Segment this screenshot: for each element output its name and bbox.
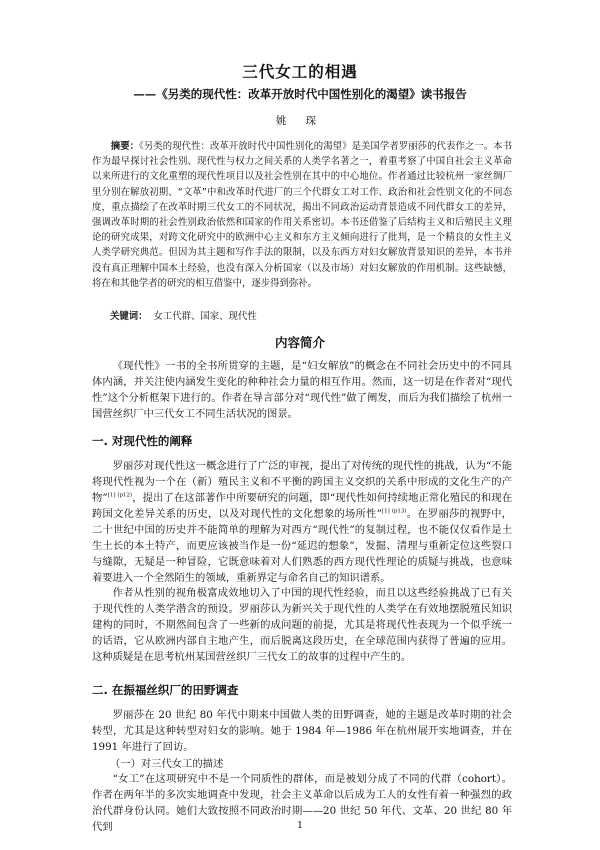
paragraph-text: 罗丽莎对现代性这一概念进行了广泛的审视，提出了对传统的现代性的挑战，认为“不能将现代性视为一个在（新）殖民主义和不平衡的跨国主义交织的关系中形成的文化生产的产物”	[92, 460, 512, 504]
keywords-text: 女工代群、国家、现代性	[153, 311, 257, 322]
fieldwork-paragraph-2: “女工”在这项研究中不是一个同质性的群体，而是被划分成了不同的代群（cohort）。作者在两年半的多次实地调查中发现，社会主义革命以后成为工人的女性有着一种强烈的政治代群身份认同。她们大致按照不同政治时期——20 世纪 50 年代、文革、20 世纪 80 年代到	[92, 773, 512, 833]
abstract-label: 摘要：	[110, 141, 140, 152]
paragraph-text: ，提出了在这部著作中所要研究的问题，即“现代性如何持续地正常化殖民的和现在跨国文化差异关系的历史，以及对现代性的文化想象的场所性”	[92, 492, 513, 520]
citation: [1] (p12)	[107, 492, 133, 499]
paragraph-text: 。在罗丽莎的视野中，二十世纪中国的历史并不能简单的理解为对西方“现代性”的复制过程，也不能仅仅看作是土生土长的本土特产，而更应该被当作是一份“延迟的想象”，发掘、清理与重新定位这些裂口与缝隙，无疑是一种冒险，它既意味着对人们熟悉的西方现代性理论的质疑与挑战，也意味着要进入一个全然陌生的领域，重新界定与命名自己的知识谱系。	[92, 508, 513, 584]
section-heading-fieldwork: 二. 在振福丝织厂的田野调查	[92, 683, 239, 697]
modernity-paragraph-1	[92, 458, 512, 586]
author-name: 姚 琛	[275, 115, 325, 127]
abstract-text: 《另类的现代性：改革开放时代中国性别化的渴望》是美国学者罗丽莎的代表作之一。本书作为最早探讨社会性别、现代性与权力之间关系的人类学名著之一，着重考察了中国自社会主义革命以来所进行的文化重塑的现代性项目以及社会性别在其中的中心地位。作者通过比较杭州一家丝绸厂里分别在解放初期、“文革”中和改革时代进厂的三个代群女工对工作、政治和社会性别文化的不同态度，重点描绘了在改革时期三代女工的不同状况，揭出不同政治运动背景造成不同代群女工的差异，强调改革时期的社会性别政治依然和国家的作用关系密切。本书还借鉴了后结构主义和后殖民主义理论的研究成果，对跨文化研究中的欧洲中心主义和东方主义倾向进行了批判，是一个精良的女性主义人类学研究典范。但因为其主题和写作手法的限制，以及东西方对妇女解放背景知识的差异，本书并没有真正理解中国本土经验，也没有深入分析国家（以及市场）对妇女解放的作用机制。这些缺憾，将在和其他学者的研究的相互借鉴中，逐步得到弥补。	[92, 141, 512, 289]
keywords	[110, 308, 257, 322]
modernity-paragraph-2: 作者从性别的视角极富成效地切入了中国的现代性经验，而且以这些经验挑战了已有关于现代性的人类学潜含的预设。罗丽莎认为新兴关于现代性的人类学在有效地摆脱殖民知识建构的同时，不期然间包含了一些新的成问题的前提，尤其是将现代性表现为一个似乎统一的话语，它从欧洲内部自主地产生，而后脱离这段历史，在全球范围内获得了普遍的应用。这种质疑是在思考杭州某国营丝织厂三代女工的故事的过程中产生的。	[92, 587, 512, 663]
intro-paragraph: 《现代性》一书的全书所贯穿的主题，是“妇女解放”的概念在不同社会历史中的不同具体内涵，并关注使内涵发生变化的种种社会力量的相互作用。然而，这一切是在作者对“现代性”这个分析框架下进行的。作者在导言部分对“现代性”做了阐发，而后为我们描绘了杭州一国营丝织厂中三代女工不同生活状况的图景。	[92, 360, 512, 420]
document-subtitle: ——《另类的现代性：改革开放时代中国性别化的渴望》读书报告	[133, 87, 467, 101]
page-number: 1	[296, 820, 304, 831]
subsection-heading: （一）对三代女工的描述	[110, 758, 224, 770]
section-heading-intro: 内容简介	[274, 335, 325, 350]
fieldwork-paragraph-1: 罗丽莎在 20 世纪 80 年代中期来中国做人类的田野调查，她的主题是改革时期的社会转型，尤其是这种转型对妇女的影响。她于 1984 年—1986 年在杭州展开实地调查，并在 1991 年进行了回访。	[92, 709, 512, 753]
document-title: 三代女工的相遇	[242, 62, 358, 81]
section-heading-modernity: 一. 对现代性的阐释	[92, 434, 193, 448]
keywords-label: 关键词：	[110, 311, 148, 322]
citation: [1] (p13)	[381, 508, 407, 515]
abstract	[92, 139, 512, 291]
